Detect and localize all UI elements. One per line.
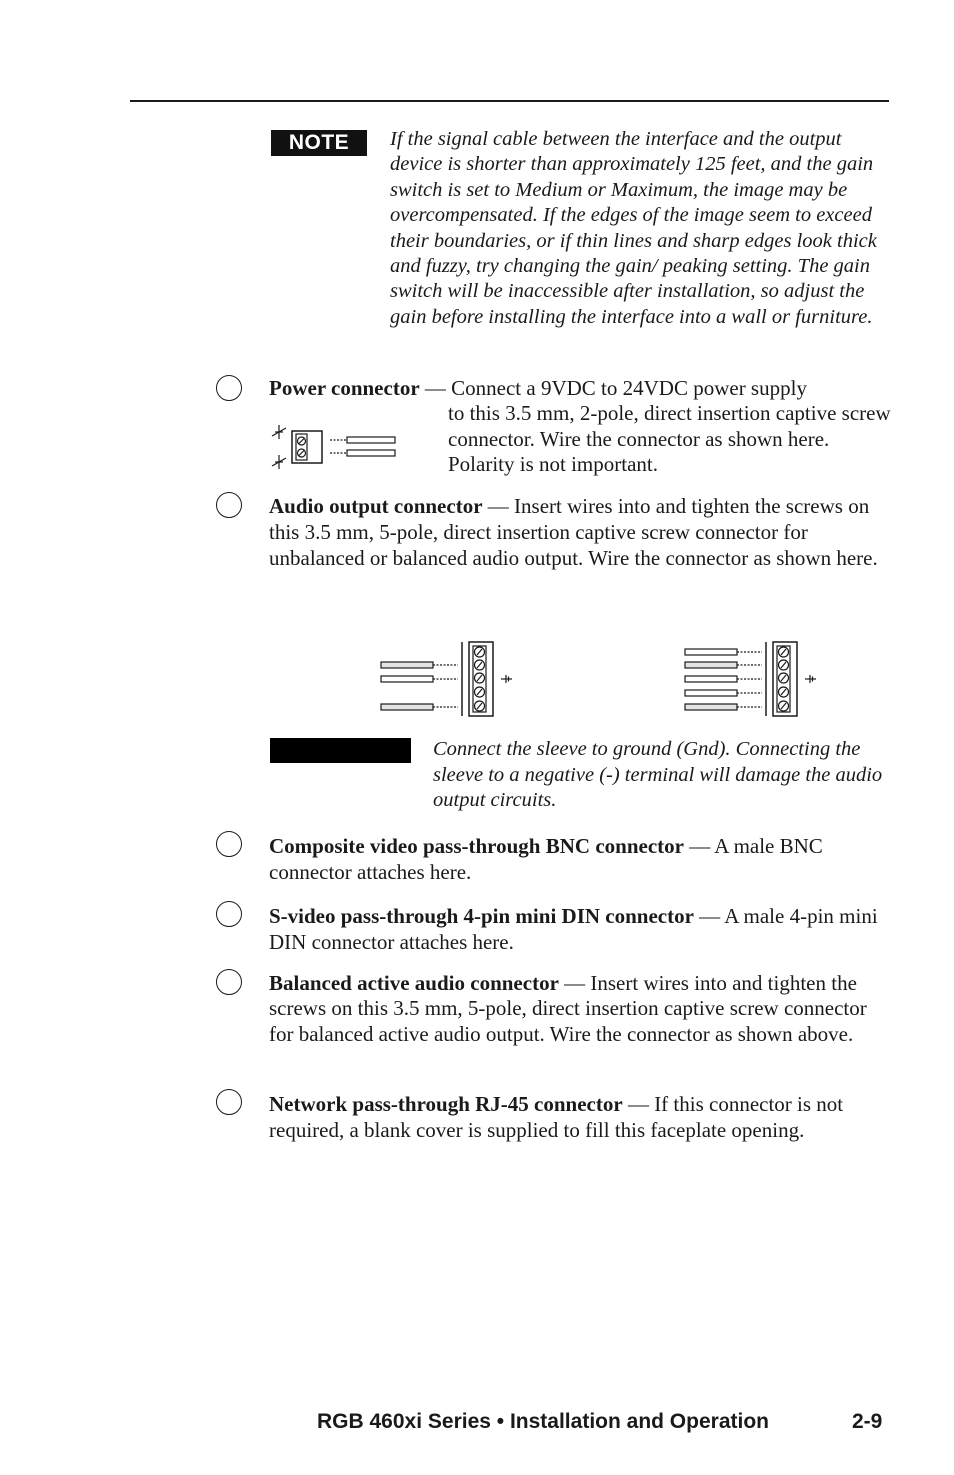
caution-badge: [270, 738, 411, 763]
balanced-audio-wiring-diagram: [682, 638, 822, 720]
note-text: If the signal cable between the interface and the output device is shorter than approximately 125 feet, and the gain switch is set to Medium or Maximum, the image may be overcompensated. If the edges of the image seem to exceed their boundaries, or if thin lines and sharp edges look thick and fuzzy, try changing the gain/ peaking setting. The gain switch will be inaccessible after installation, so adjust the gain before installing the interface into a wall or furniture.: [390, 128, 877, 328]
audio-output-title: Audio output connector: [269, 494, 483, 518]
svideo-title: S-video pass-through 4-pin mini DIN connector: [269, 904, 694, 928]
balanced-audio-title: Balanced active audio connector: [269, 971, 559, 995]
composite-title: Composite video pass-through BNC connector: [269, 834, 684, 858]
page-number: 2-9: [852, 1410, 883, 1433]
power-connector-title: Power connector: [269, 376, 420, 400]
network-text: — If this connector is not required, a blank cover is supplied to fill this faceplate opening.: [269, 1092, 844, 1142]
callout-circle-network: [216, 1089, 242, 1115]
svideo-text: — A male 4-pin mini DIN connector attaches here.: [269, 904, 878, 954]
callout-circle-power: [216, 375, 242, 401]
callout-circle-composite: [216, 831, 242, 857]
power-connector-text-first: — Connect a 9VDC to 24VDC power supply: [419, 376, 807, 400]
caution-text: Connect the sleeve to ground (Gnd). Connecting the sleeve to a negative (-) terminal will damage the audio output circuits.: [433, 738, 883, 811]
composite-text: — A male BNC connector attaches here.: [269, 834, 823, 884]
audio-output-text: — Insert wires into and tighten the screws on this 3.5 mm, 5-pole, direct insertion captive screw connector for unbalanced or balanced audio output. Wire the connector as shown here.: [269, 494, 878, 570]
note-badge: NOTE: [271, 130, 367, 156]
balanced-audio-paragraph: [269, 971, 894, 1047]
network-title: Network pass-through RJ-45 connector: [269, 1092, 623, 1116]
network-paragraph: [269, 1091, 894, 1143]
header-rule: [130, 100, 889, 102]
power-connector-text-rest: to this 3.5 mm, 2-pole, direct insertion captive screw connector. Wire the connector as shown here. Polarity is not important.: [448, 401, 891, 476]
power-connector-paragraph: [269, 375, 894, 401]
unbalanced-audio-wiring-diagram: [378, 638, 518, 720]
balanced-audio-text: — Insert wires into and tighten the screws on this 3.5 mm, 5-pole, direct insertion captive screw connector for balanced active audio output. Wire the connector as shown above.: [269, 971, 867, 1046]
callout-circle-balanced-audio: [216, 969, 242, 995]
callout-circle-audio-output: [216, 492, 242, 518]
svideo-paragraph: [269, 903, 894, 955]
power-connector-wiring-diagram: [268, 422, 400, 472]
audio-output-paragraph: [269, 493, 894, 571]
composite-paragraph: [269, 833, 894, 885]
footer-title: RGB 460xi Series • Installation and Operation: [317, 1410, 769, 1433]
callout-circle-svideo: [216, 901, 242, 927]
